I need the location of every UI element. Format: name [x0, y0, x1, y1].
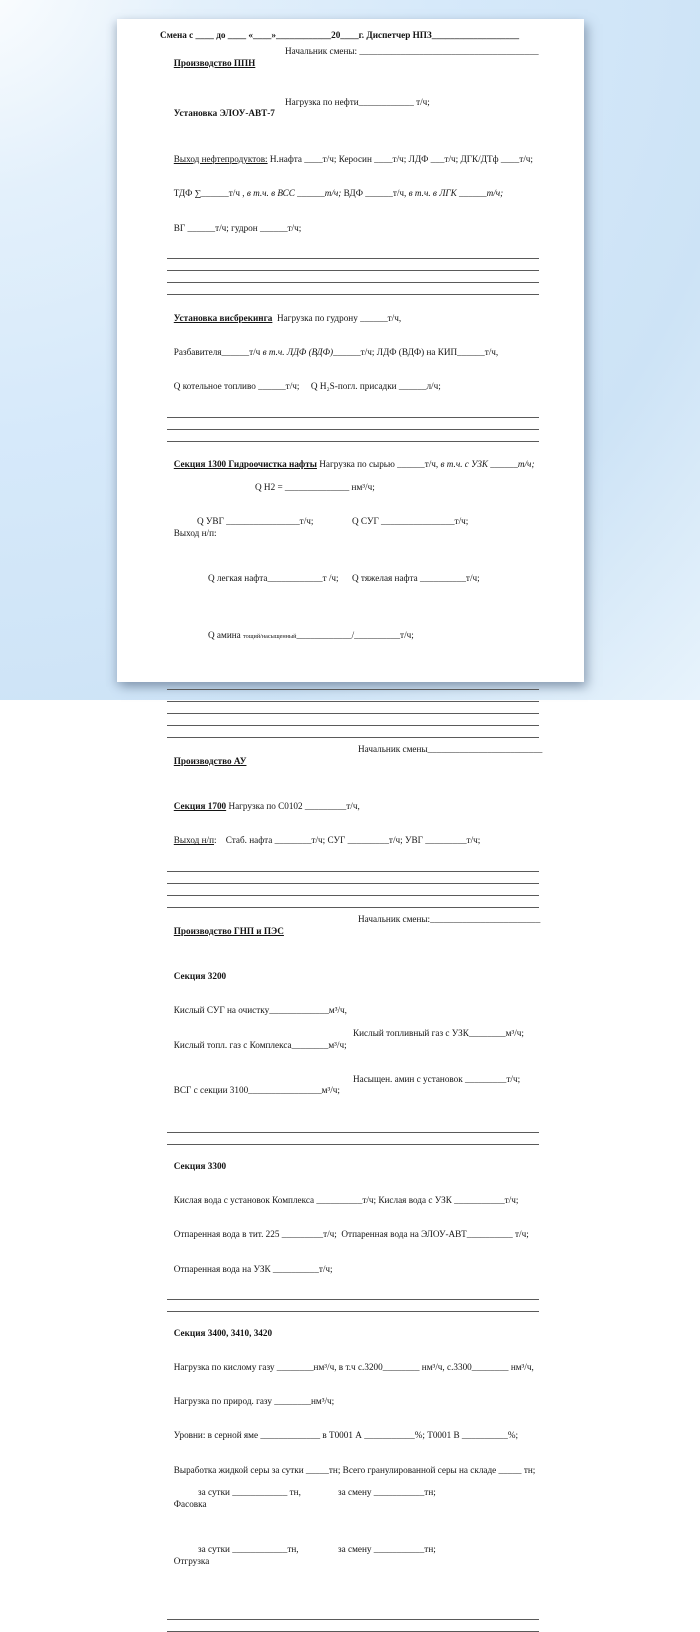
visbreaking-q-row — [160, 370, 541, 404]
ruled-line — [167, 884, 539, 896]
packing-per-day: за сутки ____________ тн, — [198, 1487, 301, 1498]
elou-tdf-vss: в т.ч. в ВСС ______т/ч; — [246, 188, 342, 199]
section-gnp-title: Производство ГНП и ПЭС — [173, 925, 284, 936]
sour-water-values: Кислая вода с установок Комплекса __________т/ч; Кислая вода с УЗК ___________т/ч; — [173, 1195, 519, 1206]
elou-tdf-part1: ТДФ ∑______т/ч , — [173, 188, 247, 199]
elou-output-row — [160, 143, 541, 177]
blank-lines-group-2 — [160, 406, 541, 442]
ruled-line — [167, 872, 539, 884]
section-1300-row — [160, 448, 541, 482]
ruled-line — [167, 702, 539, 714]
ruled-line — [167, 860, 539, 872]
uvg-value: Q УВГ ________________т/ч; — [197, 516, 314, 527]
amine-sub-label: тощий/насыщенный — [243, 633, 297, 641]
section-3400-name: Секция 3400, 3410, 3420 — [173, 1327, 273, 1338]
packing-label: Фасовка — [173, 1498, 207, 1509]
elou-unit-row — [160, 97, 541, 143]
ruled-line — [167, 1620, 539, 1632]
section-3400-name-row — [160, 1316, 541, 1350]
section-1300-output-row1 — [160, 516, 541, 573]
section-au-title-row — [160, 744, 541, 790]
section-1700-row — [160, 790, 541, 824]
section-1300-uzk: в т.ч. с УЗК ______т/ч; — [440, 459, 535, 470]
amine-value — [208, 630, 414, 642]
packing-row — [160, 1487, 541, 1544]
section-3400-row2 — [160, 1385, 541, 1419]
boiler-fuel-values: Q котельное топливо ______т/ч; Q H₂S-погл. присадки ______л/ч; — [173, 381, 441, 392]
visbreaking-load: Нагрузка по гудрону ______т/ч, — [272, 312, 402, 323]
heavy-naphtha-value: Q тяжелая нафта __________т/ч; — [352, 573, 480, 584]
elou-tdf-lgk: в т.ч. в ЛГК ______т/ч; — [408, 188, 504, 199]
elou-oil-load: Нагрузка по нефти____________ т/ч; — [285, 97, 430, 108]
ruled-line — [167, 1288, 539, 1300]
blank-lines-group-6 — [160, 1288, 541, 1312]
shift-report-page — [117, 19, 584, 1566]
section-3400-row3 — [160, 1419, 541, 1453]
amine-label: Q амина — [208, 630, 244, 641]
ruled-line — [167, 271, 539, 283]
amine-blanks: ____________/__________т/ч; — [296, 630, 414, 641]
elou-unit-name: Установка ЭЛОУ-АВТ-7 — [173, 108, 275, 119]
ruled-line — [167, 1300, 539, 1312]
packing-per-shift: за смену ___________тн; — [338, 1487, 436, 1498]
ruled-line — [167, 1608, 539, 1620]
visbreaking-name: Установка висбрекинга — [173, 312, 273, 323]
ruled-line — [167, 896, 539, 908]
visbreaking-diluent-row — [160, 336, 541, 370]
section-1300-load: Нагрузка по сырью ______т/ч, — [316, 459, 441, 470]
section-3200-name-row — [160, 960, 541, 994]
section-3200-row1 — [160, 994, 541, 1028]
stripped-water-values: Отпаренная вода в тит. 225 _________т/ч; Отпаренная вода на ЭЛОУ-АВТ__________ т/ч; — [173, 1229, 529, 1240]
au-output-values: : Стаб. нафта ________т/ч; СУГ _________т/ч; УВГ _________т/ч; — [214, 835, 481, 846]
blank-lines-group-7 — [160, 1608, 541, 1632]
section-1300-h2-row — [160, 482, 541, 516]
section-3300-name: Секция 3300 — [173, 1160, 227, 1171]
visbreaking-row — [160, 301, 541, 335]
ruled-line — [167, 1133, 539, 1145]
blank-lines-group-5 — [160, 1121, 541, 1145]
ruled-line — [167, 247, 539, 259]
blank-lines-group-3 — [160, 678, 541, 738]
elou-tdf-part2: ВДФ ______т/ч, — [341, 188, 409, 199]
sour-gas-uzk-value: Кислый топливный газ с УЗК________м³/ч; — [353, 1028, 524, 1039]
section-3200-row3 — [160, 1074, 541, 1120]
ruled-line — [167, 259, 539, 271]
diluent-italic: в т.ч. ЛДФ (ВДФ) — [262, 346, 334, 357]
form-header — [160, 30, 541, 41]
section-1300-amine-row — [160, 630, 541, 676]
output-label-1300: Выход н/п: — [173, 527, 217, 538]
blank-lines-group-1 — [160, 247, 541, 295]
section-3300-name-row — [160, 1149, 541, 1183]
section-au-title: Производство АУ — [173, 755, 247, 766]
shipment-per-day: за сутки ____________тн, — [198, 1544, 299, 1555]
section-3200-row2 — [160, 1028, 541, 1074]
levels-values: Уровни: в серной яме _____________ в Т0001 А ___________%; Т0001 В __________%; — [173, 1430, 519, 1441]
natural-gas-load-value: Нагрузка по природ. газу ________нм³/ч; — [173, 1396, 335, 1407]
elou-output-values: Н.нафта ____т/ч; Керосин ____т/ч; ЛДФ ___т/ч; ДГК/ДТф ____т/ч; — [267, 154, 533, 165]
section-1700-load: Нагрузка по С0102 _________т/ч, — [226, 801, 360, 812]
section-1300-name: Секция 1300 Гидроочистка нафты — [173, 459, 317, 470]
saturated-amine-value: Насыщен. амин с установок _________т/ч; — [353, 1073, 521, 1084]
ruled-line — [167, 714, 539, 726]
section-ppn-title: Производство ППН — [173, 57, 256, 68]
ppn-shift-chief: Начальник смены: _______________________________________ — [285, 46, 539, 57]
vsg-value: ВСГ с секции 3100________________м³/ч; — [173, 1085, 340, 1096]
elou-output-label: Выход нефтепродуктов: — [173, 154, 268, 165]
stripped-water-uzk-value: Отпаренная вода на УЗК __________т/ч; — [173, 1263, 333, 1274]
section-3200-name: Секция 3200 — [173, 971, 227, 982]
au-output-row — [160, 824, 541, 858]
acid-gas-load-values: Нагрузка по кислому газу ________нм³/ч, в т.ч с.3200________ нм³/ч, с.3300________ нм³/ч, — [173, 1361, 534, 1372]
shipment-row — [160, 1544, 541, 1601]
diluent-part1: Разбавителя______т/ч — [173, 346, 263, 357]
light-naphtha-value: Q легкая нафта____________т /ч; — [208, 573, 339, 584]
ruled-line — [167, 690, 539, 702]
ruled-line — [167, 283, 539, 295]
elou-vg-row — [160, 211, 541, 245]
gnp-shift-chief: Начальник смены:________________________ — [358, 914, 541, 925]
ruled-line — [167, 726, 539, 738]
ruled-line — [167, 678, 539, 690]
ruled-line — [167, 1121, 539, 1133]
ruled-line — [167, 430, 539, 442]
section-1300-output-row2 — [160, 573, 541, 630]
sour-sug-value: Кислый СУГ на очистку_____________м³/ч, — [173, 1005, 347, 1016]
sulfur-production-values: Выработка жидкой серы за сутки _____тн; Всего гранулированной серы на складе _____ тн; — [173, 1464, 536, 1475]
ruled-line — [167, 406, 539, 418]
section-3300-row2 — [160, 1218, 541, 1252]
au-output-label: Выход н/п — [173, 835, 215, 846]
section-3400-row4 — [160, 1453, 541, 1487]
blank-lines-group-4 — [160, 860, 541, 908]
sour-gas-complex-value: Кислый топл. газ с Комплекса________м³/ч; — [173, 1039, 347, 1050]
section-3400-row1 — [160, 1351, 541, 1385]
sug-value: Q СУГ ________________т/ч; — [352, 516, 469, 527]
elou-tdf-row — [160, 177, 541, 211]
elou-vg-values: ВГ ______т/ч; гудрон ______т/ч; — [173, 222, 302, 233]
section-ppn-title-row — [160, 46, 541, 92]
section-3300-row1 — [160, 1184, 541, 1218]
h2-value: Q H2 = ______________ нм³/ч; — [255, 482, 375, 493]
ruled-line — [167, 418, 539, 430]
shipment-per-shift: за смену ___________тн; — [338, 1544, 436, 1555]
section-gnp-title-row — [160, 914, 541, 960]
au-shift-chief: Начальник смены_________________________ — [358, 744, 543, 755]
shipment-label: Отгрузка — [173, 1555, 210, 1566]
form-header-text: Смена с ____ до ____ «____»____________20____г. Диспетчер НПЗ___________________ — [160, 30, 520, 40]
section-3300-row3 — [160, 1252, 541, 1286]
section-1700-name: Секция 1700 — [173, 801, 227, 812]
diluent-part2: ______т/ч; ЛДФ (ВДФ) на КИП______т/ч, — [333, 346, 499, 357]
